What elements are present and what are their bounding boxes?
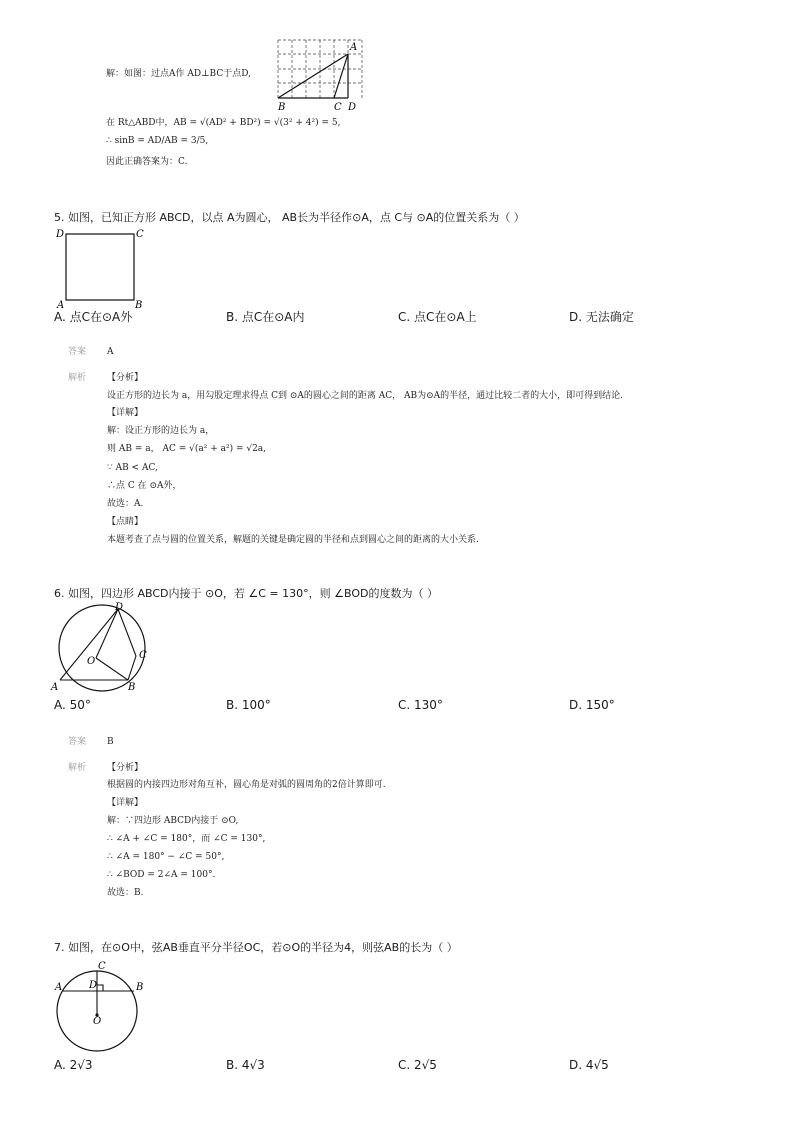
q6-label-b: B <box>128 682 136 693</box>
q6-label-o: O <box>87 656 96 667</box>
q5-label-c: C <box>136 229 144 240</box>
sol4-line1: 解：如图：过点A作 AD⊥BC于点D, <box>106 69 251 79</box>
sol4-line4: 因此正确答案为：C. <box>106 157 188 167</box>
q7-figure <box>52 956 154 1052</box>
q6-analysis-2: 根据圆的内接四边形对角互补，圆心角是对弧的圆周角的2倍计算即可. <box>107 780 386 790</box>
q5-stem: 5. 如图，已知正方形 ABCD，以点 A为圆心， AB长为半径作⊙A，点 C与 ⊙A的位置关系为（ ） <box>54 211 525 224</box>
q6-option-b[interactable]: B. 100° <box>226 698 271 712</box>
q5-option-a[interactable]: A. 点C在⊙A外 <box>54 310 133 324</box>
q5-analysis-7: ∴点 C 在 ⊙A外， <box>107 481 182 491</box>
q6-label-a: A <box>51 682 59 693</box>
q6-label-d: D <box>115 602 124 613</box>
q7-option-b[interactable]: B. 4√3 <box>226 1058 265 1072</box>
q5-label-a: A <box>57 300 65 310</box>
q6-option-a[interactable]: A. 50° <box>54 698 91 712</box>
q5-label-b: B <box>135 300 143 310</box>
sol4-line3: ∴ sinB = AD/AB = 3/5, <box>106 136 209 146</box>
q5-label-d: D <box>56 229 65 240</box>
q5-analysis-3: 【详解】 <box>107 408 144 418</box>
q6-label-c: C <box>139 650 147 661</box>
sol4-line2: 在 Rt△ABD中，AB = √(AD² + BD²) = √(3² + 4²) = 5, <box>106 118 341 128</box>
q6-figure <box>50 602 160 694</box>
q6-analysis-5: ∴ ∠A + ∠C = 180°，而 ∠C = 130°, <box>107 834 266 844</box>
q7-option-d[interactable]: D. 4√5 <box>569 1058 609 1072</box>
q5-analysis-10: 本题考查了点与圆的位置关系，解题的关键是确定圆的半径和点到圆心之间的距离的大小关系. <box>107 535 479 545</box>
q5-option-c[interactable]: C. 点C在⊙A上 <box>398 310 477 324</box>
q6-stem: 6. 如图，四边形 ABCD内接于 ⊙O，若 ∠C = 130°，则 ∠BOD的度数为（ ） <box>54 587 438 600</box>
q7-option-c[interactable]: C. 2√5 <box>398 1058 437 1072</box>
q6-analysis-6: ∴ ∠A = 180° − ∠C = 50°, <box>107 852 225 862</box>
q7-label-c: C <box>98 961 106 972</box>
q6-analysis-8: 故选：B. <box>107 888 144 898</box>
sol4-label-b: B <box>278 102 286 113</box>
q5-analysis-4: 解：设正方形的边长为 a， <box>107 426 215 436</box>
q7-stem: 7. 如图，在⊙O中，弦AB垂直平分半径OC，若⊙O的半径为4，则弦AB的长为（ ） <box>54 941 458 954</box>
q5-figure <box>55 226 155 310</box>
q6-option-c[interactable]: C. 130° <box>398 698 443 712</box>
q6-analysis-1: 【分析】 <box>107 763 144 773</box>
q5-option-b[interactable]: B. 点C在⊙A内 <box>226 310 305 324</box>
q5-analysis-8: 故选：A. <box>107 499 144 509</box>
q5-analysis-6: ∵ AB < AC, <box>107 463 158 473</box>
q5-analysis-2: 设正方形的边长为 a，用勾股定理求得点 C到 ⊙A的圆心之间的距离 AC， AB为⊙A的半径，通过比较二者的大小，即可得到结论. <box>107 391 623 401</box>
q7-label-d: D <box>89 980 98 991</box>
q6-analysis-4: 解：∵四边形 ABCD内接于 ⊙O, <box>107 816 239 826</box>
q6-analysis-label: 解析 <box>68 763 87 773</box>
q5-option-d[interactable]: D. 无法确定 <box>569 310 634 324</box>
q5-answer: A <box>107 347 114 357</box>
q7-label-a: A <box>55 982 63 993</box>
q6-option-d[interactable]: D. 150° <box>569 698 615 712</box>
q5-analysis-1: 【分析】 <box>107 373 144 383</box>
q5-analysis-5: 则 AB = a， AC = √(a² + a²) = √2a, <box>107 444 267 454</box>
q7-label-o: O <box>93 1016 102 1027</box>
q6-answer-label: 答案 <box>68 737 87 747</box>
q7-option-a[interactable]: A. 2√3 <box>54 1058 93 1072</box>
q5-analysis-label: 解析 <box>68 373 87 383</box>
sol4-label-d: D <box>348 102 357 113</box>
sol4-label-c: C <box>334 102 342 113</box>
sol4-label-a: A <box>350 42 358 53</box>
q5-answer-label: 答案 <box>68 347 87 357</box>
sol4-figure <box>274 38 366 114</box>
q6-answer: B <box>107 737 114 747</box>
q7-label-b: B <box>136 982 144 993</box>
q6-analysis-7: ∴ ∠BOD = 2∠A = 100°. <box>107 870 216 880</box>
q6-analysis-3: 【详解】 <box>107 798 144 808</box>
q5-analysis-9: 【点睛】 <box>107 517 144 527</box>
